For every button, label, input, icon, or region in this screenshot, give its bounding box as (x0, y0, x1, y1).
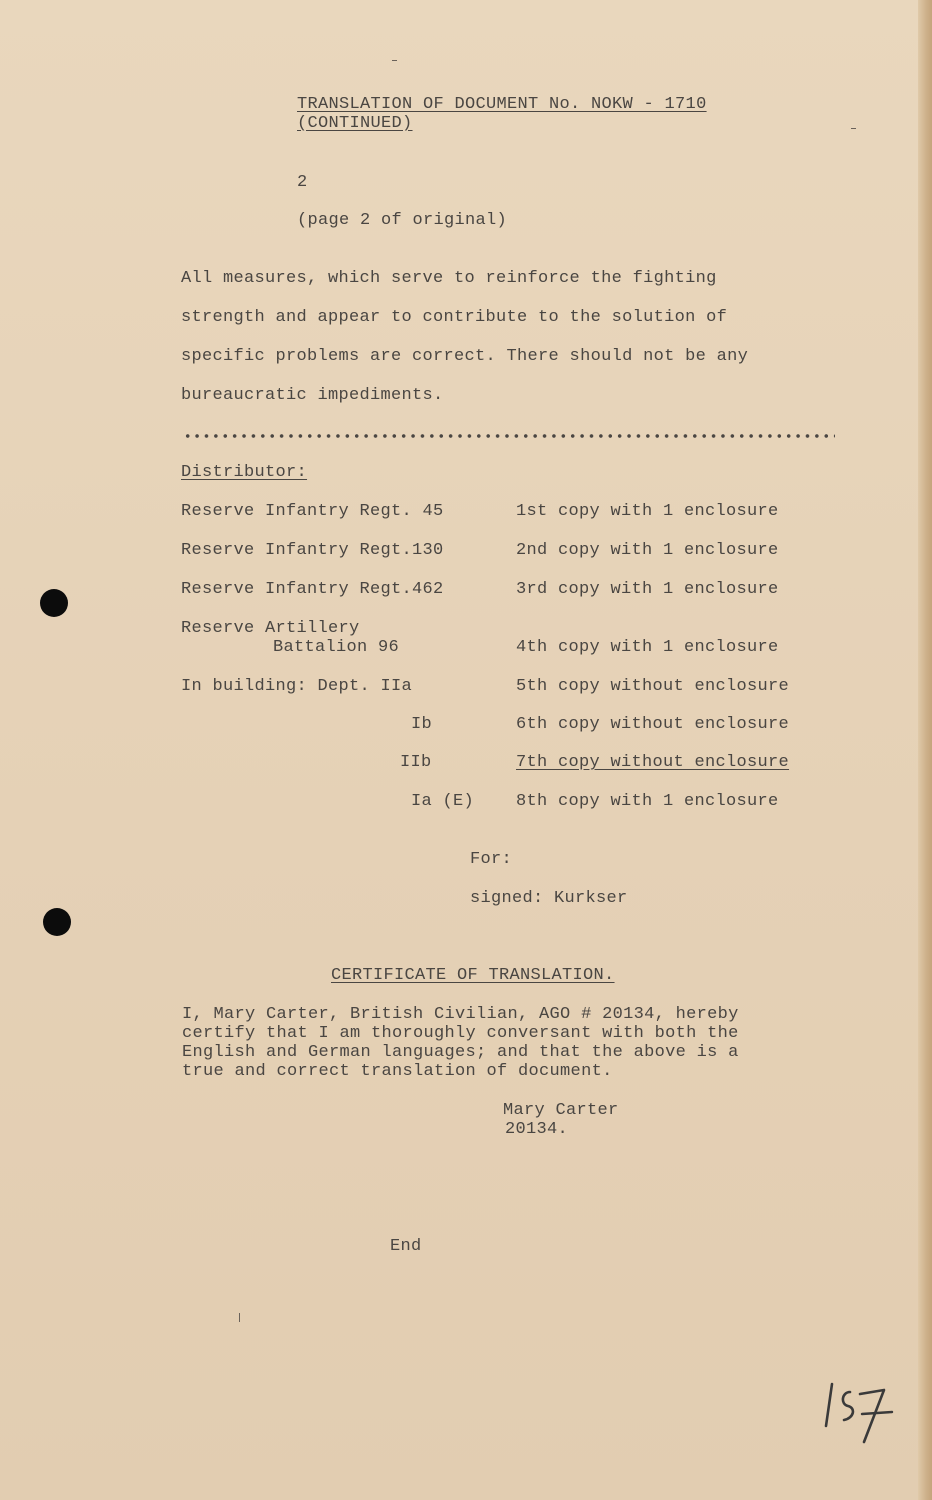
signed-name: signed: Kurkser (470, 889, 628, 908)
distributor-recipient: Reserve Artillery (181, 619, 360, 638)
distributor-copy: 7th copy without enclosure (516, 753, 790, 772)
distributor-recipient: IIb (400, 753, 432, 772)
paper-speck (239, 1313, 240, 1322)
document-title: TRANSLATION OF DOCUMENT No. NOKW - 1710 (297, 95, 707, 114)
punch-hole (43, 908, 71, 936)
document-subtitle: (CONTINUED) (297, 114, 413, 133)
certificate-line: I, Mary Carter, British Civilian, AGO # 20134, hereby (182, 1005, 739, 1024)
distributor-recipient: Ib (411, 715, 433, 734)
body-line: bureaucratic impediments. (181, 386, 444, 405)
translator-number: 20134. (505, 1120, 569, 1139)
paper-speck (392, 60, 397, 61)
body-line: strength and appear to contribute to the solution of (181, 308, 728, 327)
punch-hole (40, 589, 68, 617)
dotted-separator (183, 433, 835, 439)
certificate-line: certify that I am thoroughly conversant with both the (182, 1024, 739, 1043)
distributor-copy: 3rd copy with 1 enclosure (516, 580, 779, 599)
distributor-copy: 2nd copy with 1 enclosure (516, 541, 779, 560)
distributor-copy: 4th copy with 1 enclosure (516, 638, 779, 657)
page-edge (918, 0, 932, 1500)
paper-speck (851, 128, 856, 129)
page-number: 2 (297, 173, 308, 192)
body-line: specific problems are correct. There should not be any (181, 347, 749, 366)
body-line: All measures, which serve to reinforce the fighting (181, 269, 717, 288)
distributor-recipient-line2: Battalion 96 (273, 638, 400, 657)
page-note: (page 2 of original) (297, 211, 508, 230)
distributor-copy: 1st copy with 1 enclosure (516, 502, 779, 521)
distributor-recipient: Reserve Infantry Regt.462 (181, 580, 444, 599)
certificate-line: true and correct translation of document. (182, 1062, 613, 1081)
distributor-heading: Distributor: (181, 463, 308, 482)
distributor-copy: 8th copy with 1 enclosure (516, 792, 779, 811)
end-label: End (390, 1237, 422, 1256)
distributor-recipient: Reserve Infantry Regt.130 (181, 541, 444, 560)
distributor-recipient: In building: Dept. IIa (181, 677, 413, 696)
for-label: For: (470, 850, 513, 869)
distributor-recipient: Ia (E) (411, 792, 475, 811)
handwritten-page-number (818, 1378, 898, 1448)
certificate-heading: CERTIFICATE OF TRANSLATION. (331, 966, 615, 985)
distributor-copy: 5th copy without enclosure (516, 677, 790, 696)
translator-name: Mary Carter (503, 1101, 619, 1120)
distributor-copy: 6th copy without enclosure (516, 715, 790, 734)
distributor-recipient: Reserve Infantry Regt. 45 (181, 502, 444, 521)
certificate-line: English and German languages; and that the above is a (182, 1043, 739, 1062)
